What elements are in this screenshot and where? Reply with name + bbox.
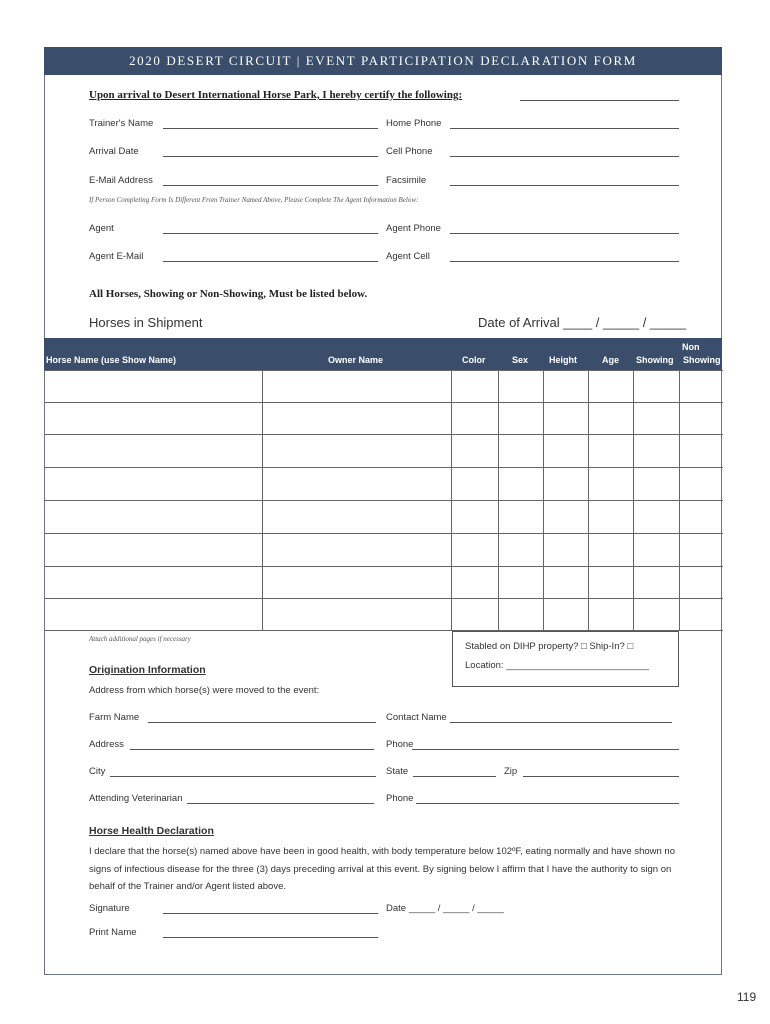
agent-phone-label: Agent Phone — [386, 223, 441, 234]
table-row — [44, 500, 723, 501]
col-horse-name: Horse Name (use Show Name) — [46, 355, 177, 365]
print-name-label: Print Name — [89, 927, 137, 938]
agent-cell-label: Agent Cell — [386, 251, 430, 262]
table-row — [44, 598, 723, 599]
page-number: 119 — [737, 990, 757, 1004]
stabled-label[interactable]: Stabled on DIHP property? □ Ship-In? □ — [465, 641, 634, 652]
agent-email-label: Agent E-Mail — [89, 251, 144, 262]
health-title: Horse Health Declaration — [89, 825, 214, 837]
health-declaration-text: I declare that the horse(s) named above have been in good health, with body temperature below 102ºF, eating normally and have shown no signs of infectious disease for the three (3) days preceding arrival at this event. By signing below I affirm that I have the authority to sign on behalf of the Trainer and/or Agent listed above. — [89, 846, 675, 892]
vet-phone-label: Phone — [386, 793, 414, 804]
col-sex: Sex — [512, 355, 529, 365]
date-of-arrival: Date of Arrival ____ / _____ / _____ — [478, 315, 687, 330]
date-label[interactable]: Date _____ / _____ / _____ — [386, 903, 504, 914]
contact-name-field[interactable] — [450, 722, 672, 723]
col-color: Color — [462, 355, 486, 365]
col-height: Height — [549, 355, 577, 365]
home-phone-label: Home Phone — [386, 118, 442, 129]
table-row — [44, 533, 723, 534]
table-col-divider — [543, 370, 544, 631]
table-col-divider — [679, 370, 680, 631]
facsimile-label: Facsimile — [386, 175, 427, 186]
col-non-showing: Showing — [683, 355, 721, 365]
phone-label: Phone — [386, 739, 414, 750]
farm-name-field[interactable] — [148, 722, 376, 723]
contact-name-label: Contact Name — [386, 712, 447, 723]
location-label[interactable]: Location: ___________________________ — [465, 660, 649, 671]
agent-field[interactable] — [163, 233, 378, 234]
origination-title: Origination Information — [89, 664, 206, 676]
zip-field[interactable] — [523, 776, 679, 777]
table-row — [44, 434, 723, 435]
horses-in-shipment-heading: Horses in Shipment — [89, 315, 203, 330]
trainers-name-field[interactable] — [163, 128, 378, 129]
home-phone-field[interactable] — [450, 128, 679, 129]
facsimile-field[interactable] — [450, 185, 679, 186]
agent-label: Agent — [89, 223, 114, 234]
col-showing: Showing — [636, 355, 674, 365]
form-title: 2020 DESERT CIRCUIT | EVENT PARTICIPATION DECLARATION FORM — [44, 47, 722, 75]
signature-field[interactable] — [163, 913, 378, 914]
agent-note: If Person Completing Form Is Different From Trainer Named Above, Please Complete The Agent Information Below: — [89, 196, 419, 204]
agent-cell-field[interactable] — [450, 261, 679, 262]
col-non: Non — [682, 342, 700, 352]
address-label: Address — [89, 739, 124, 750]
cell-phone-field[interactable] — [450, 156, 679, 157]
table-col-divider — [498, 370, 499, 631]
print-name-field[interactable] — [163, 937, 378, 938]
email-field[interactable] — [163, 185, 378, 186]
email-label: E-Mail Address — [89, 175, 153, 186]
certify-statement: Upon arrival to Desert International Horse Park, I hereby certify the following: — [89, 89, 463, 101]
vet-label: Attending Veterinarian — [89, 793, 183, 804]
table-col-divider — [588, 370, 589, 631]
signature-label: Signature — [89, 903, 130, 914]
city-label: City — [89, 766, 106, 777]
col-owner-name: Owner Name — [328, 355, 384, 365]
table-row — [44, 566, 723, 567]
farm-name-label: Farm Name — [89, 712, 140, 723]
agent-phone-field[interactable] — [450, 233, 679, 234]
phone-field[interactable] — [412, 749, 679, 750]
table-col-divider — [451, 370, 452, 631]
must-list-note: All Horses, Showing or Non-Showing, Must be listed below. — [89, 288, 368, 300]
vet-phone-field[interactable] — [416, 803, 679, 804]
city-field[interactable] — [110, 776, 376, 777]
trainers-name-label: Trainer's Name — [89, 118, 154, 129]
vet-field[interactable] — [187, 803, 374, 804]
col-age: Age — [602, 355, 620, 365]
stabled-box — [452, 631, 679, 687]
attach-note: Attach additional pages if necessary — [89, 635, 191, 643]
arrival-date-field[interactable] — [163, 156, 378, 157]
cell-phone-label: Cell Phone — [386, 146, 433, 157]
table-col-divider — [633, 370, 634, 631]
table-row — [44, 402, 723, 403]
state-field[interactable] — [413, 776, 496, 777]
table-row — [44, 370, 723, 371]
certify-underline — [520, 100, 679, 101]
state-label: State — [386, 766, 409, 777]
horse-table-header — [44, 338, 722, 370]
zip-label: Zip — [504, 766, 518, 777]
table-col-divider — [262, 370, 263, 631]
arrival-date-label: Arrival Date — [89, 146, 139, 157]
agent-email-field[interactable] — [163, 261, 378, 262]
address-field[interactable] — [130, 749, 374, 750]
address-note: Address from which horse(s) were moved to the event: — [89, 685, 320, 696]
table-row — [44, 467, 723, 468]
